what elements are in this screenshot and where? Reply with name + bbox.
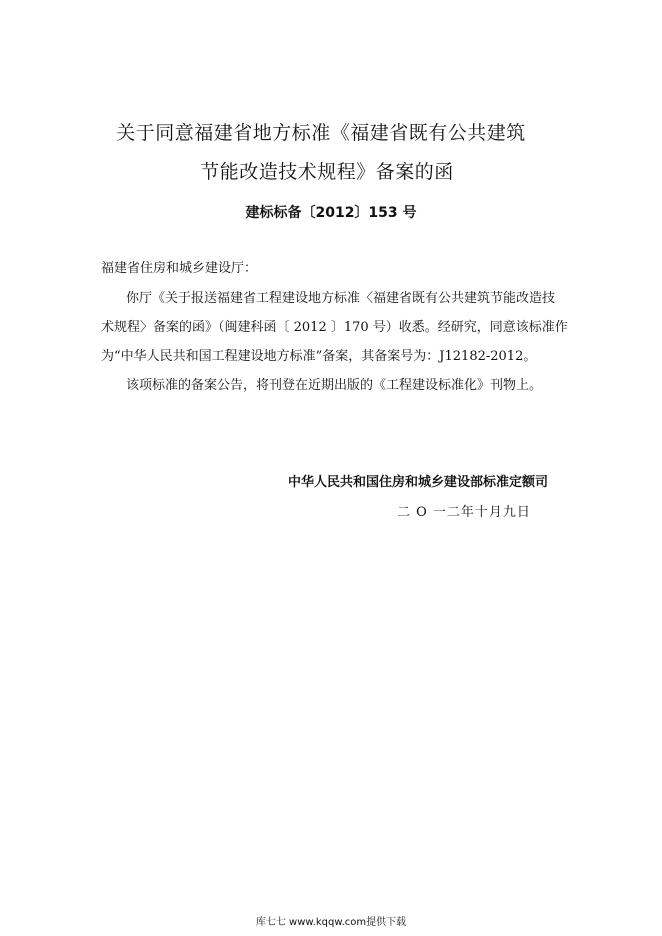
body-paragraph-2-line-1: 该项标准的备案公告，将刊登在近期出版的《工程建设标准化》刊物上。 (126, 378, 543, 393)
footer-download-note: 库七七 www.kqqw.com提供下载 (255, 917, 407, 928)
body-paragraph-1-line-1: 你厅《关于报送福建省工程建设地方标准〈福建省既有公共建筑节能改造技 (126, 291, 556, 306)
issue-date: 二 O 一二年十月九日 (397, 505, 531, 520)
recipient-salutation: 福建省住房和城乡建设厅： (101, 261, 258, 276)
body-paragraph-1-line-2: 术规程〉备案的函》（闽建科函〔 2012 〕170 号）收悉。经研究，同意该标准作 (101, 320, 568, 335)
document-number: 建标标备〔2012〕153 号 (245, 205, 417, 221)
document-title-line-2: 节能改造技术规程》备案的函 (200, 161, 454, 183)
document-title-line-1: 关于同意福建省地方标准《福建省既有公共建筑 (116, 122, 526, 144)
body-paragraph-1-line-3: 为“中华人民共和国工程建设地方标准”备案，其备案号为：J12182-2012。 (101, 349, 537, 364)
issuer-signature: 中华人民共和国住房和城乡建设部标准定额司 (288, 475, 549, 490)
